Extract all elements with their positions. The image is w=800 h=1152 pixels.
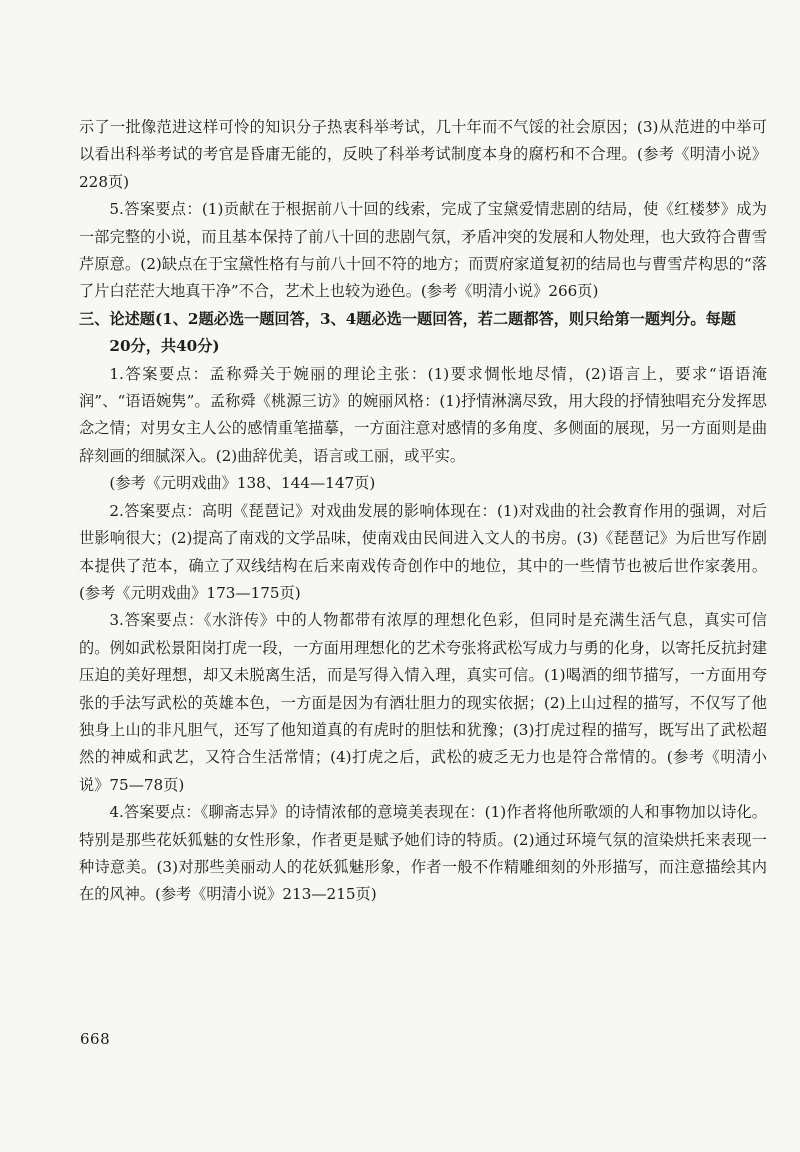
page-number: 668 xyxy=(80,1030,111,1048)
essay-3-paragraph: 3.答案要点：《水浒传》中的人物都带有浓厚的理想化色彩，但同时是充满生活气息，真实可信的。例如武松景阳岗打虎一段，一方面用理想化的艺术夸张将武松写成力与勇的化身，以寄托反抗封建压迫的美好理想，却又未脱离生活，而是写得入情入理，真实可信。(1)喝酒的细节描写，一方面用夸张的手法写武松的英雄本色，一方面是因为有酒壮胆力的现实依据；(2)上山过程的描写，不仅写了他独身上山的非凡胆气，还写了他知道真的有虎时的胆怯和犹豫；(3)打虎过程的描写，既写出了武松超然的神威和武艺，又符合生活常情；(4)打虎之后，武松的疲乏无力也是符合常情的。(参考《明清小说》75—78页) xyxy=(79,611,767,794)
page-content xyxy=(79,114,767,909)
intro-paragraph: 示了一批像范进这样可怜的知识分子热衷科举考试，几十年而不气馁的社会原因；(3)从范进的中举可以看出科举考试的考官是昏庸无能的，反映了科举考试制度本身的腐朽和不合理。(参考《明清小说》228页) xyxy=(79,118,767,191)
section-3-heading-line2: 20分，共40分) xyxy=(109,337,220,356)
answer-5-paragraph: 5.答案要点：(1)贡献在于根据前八十回的线索，完成了宝黛爱情悲剧的结局，使《红楼梦》成为一部完整的小说，而且基本保持了前八十回的悲剧气氛，矛盾冲突的发展和人物处理，也大致符合曹雪芹原意。(2)缺点在于宝黛性格有与前八十回不符的地方；而贾府家道复初的结局也与曹雪芹构思的“落了片白茫茫大地真干净”不合，艺术上也较为逊色。(参考《明清小说》266页) xyxy=(79,200,767,301)
essay-4-paragraph: 4.答案要点：《聊斋志异》的诗情浓郁的意境美表现在：(1)作者将他所歌颂的人和事物加以诗化。特别是那些花妖狐魅的女性形象，作者更是赋予她们诗的特质。(2)通过环境气氛的渲染烘托来表现一种诗意美。(3)对那些美丽动人的花妖狐魅形象，作者一般不作精雕细刻的外形描写，而注意描绘其内在的风神。(参考《明清小说》213—215页) xyxy=(79,803,767,904)
essay-1-reference: (参考《元明戏曲》138、144—147页) xyxy=(109,474,376,493)
section-3-heading-line1: 三、论述题(1、2题必选一题回答，3、4题必选一题回答，若二题都答，则只给第一题判分。每题 xyxy=(79,309,736,328)
section-3-heading xyxy=(79,306,767,361)
essay-2-paragraph: 2.答案要点：高明《琵琶记》对戏曲发展的影响体现在：(1)对戏曲的社会教育作用的强调，对后世影响很大；(2)提高了南戏的文学品味，使南戏由民间进入文人的书房。(3)《琵琶记》为后世写作剧本提供了范本，确立了双线结构在后来南戏传奇创作中的地位，其中的一些情节也被后世作家袭用。(参考《元明戏曲》173—175页) xyxy=(79,501,767,602)
essay-1-paragraph: 1.答案要点：孟称舜关于婉丽的理论主张：(1)要求惆怅地尽情，(2)语言上，要求“语语淹润”、“语语婉隽”。孟称舜《桃源三访》的婉丽风格：(1)抒情淋漓尽致，用大段的抒情独唱充分发挥思念之情；对男女主人公的感情重笔描摹，一方面注意对感情的多角度、多侧面的展现，另一方面则是曲辞刻画的细腻深入。(2)曲辞优美，语言或工丽，或平实。 xyxy=(79,364,767,465)
